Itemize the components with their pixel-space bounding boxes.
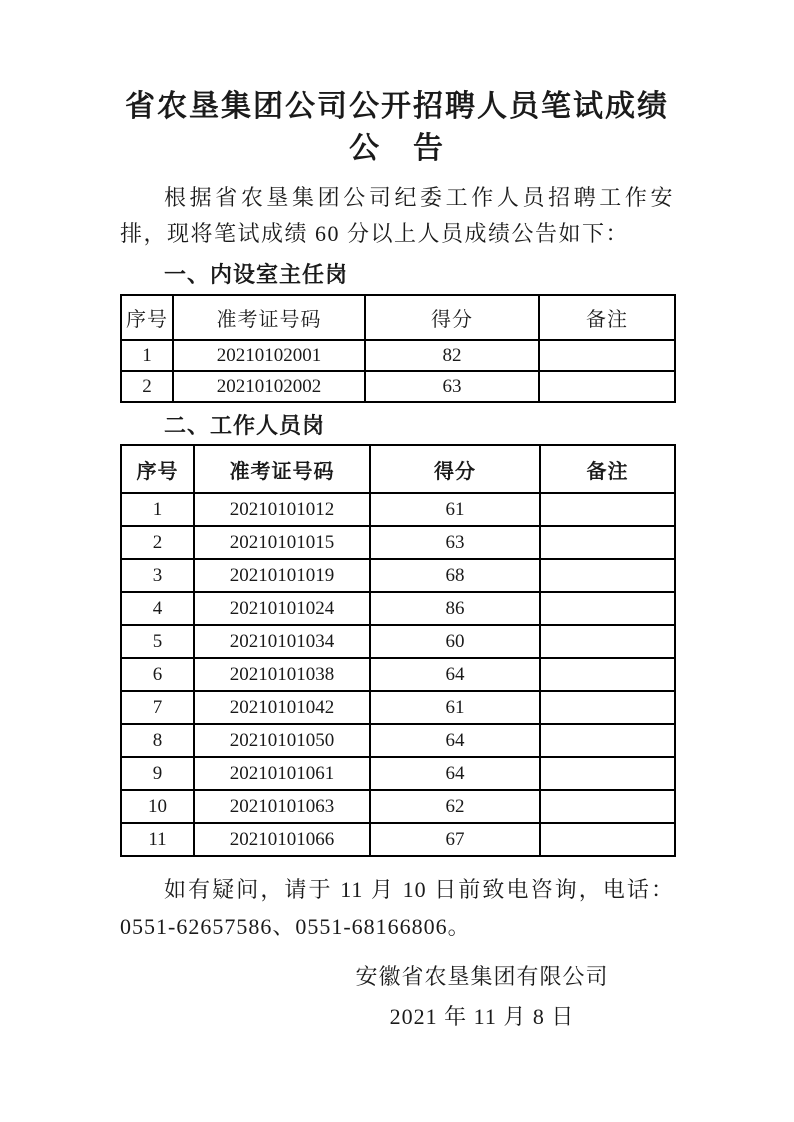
page-title: 省农垦集团公司公开招聘人员笔试成绩 xyxy=(125,90,669,123)
column-header: 序号 xyxy=(121,295,173,340)
table-row xyxy=(121,658,675,691)
table-cell: 3 xyxy=(121,559,194,592)
table-1-body xyxy=(121,340,675,402)
table-cell: 20210101061 xyxy=(194,757,370,790)
table-cell: 20210101038 xyxy=(194,658,370,691)
table-cell: 2 xyxy=(121,371,173,402)
section-heading-2: 二、工作人员岗 xyxy=(164,413,326,438)
table-cell: 20210101019 xyxy=(194,559,370,592)
table-cell xyxy=(539,340,675,371)
table-cell: 1 xyxy=(121,493,194,526)
table-cell: 20210101015 xyxy=(194,526,370,559)
table-cell: 7 xyxy=(121,691,194,724)
column-header: 备注 xyxy=(540,445,675,493)
table-row xyxy=(121,625,675,658)
table-staff-post xyxy=(120,444,676,857)
table-cell: 6 xyxy=(121,658,194,691)
table-header-row xyxy=(121,445,675,493)
table-cell: 20210101050 xyxy=(194,724,370,757)
table-cell xyxy=(540,691,675,724)
signature-date: 2021 年 11 月 8 日 xyxy=(389,1004,575,1029)
table-cell xyxy=(540,757,675,790)
signature-block xyxy=(290,957,674,1037)
table-cell: 61 xyxy=(370,493,540,526)
table-cell: 8 xyxy=(121,724,194,757)
table-cell: 64 xyxy=(370,658,540,691)
contact-line-2: 0551-62657586、0551-68166806。 xyxy=(120,914,471,939)
table-cell: 64 xyxy=(370,724,540,757)
table-cell xyxy=(540,493,675,526)
table-cell: 20210101024 xyxy=(194,592,370,625)
table-row xyxy=(121,724,675,757)
table-cell: 20210101042 xyxy=(194,691,370,724)
table-row xyxy=(121,592,675,625)
table-cell xyxy=(540,526,675,559)
table-cell: 20210101063 xyxy=(194,790,370,823)
table-cell xyxy=(539,371,675,402)
table-row xyxy=(121,823,675,856)
table-cell xyxy=(540,559,675,592)
table-2-head xyxy=(121,445,675,493)
table-row xyxy=(121,371,675,402)
table-cell xyxy=(540,724,675,757)
table-cell: 11 xyxy=(121,823,194,856)
table-cell: 5 xyxy=(121,625,194,658)
column-header: 得分 xyxy=(370,445,540,493)
table-row xyxy=(121,559,675,592)
intro-line-2: 排，现将笔试成绩 60 分以上人员成绩公告如下： xyxy=(120,221,630,246)
table-cell xyxy=(540,823,675,856)
column-header: 准考证号码 xyxy=(173,295,365,340)
table-cell: 2 xyxy=(121,526,194,559)
table-cell: 1 xyxy=(121,340,173,371)
table-cell xyxy=(540,658,675,691)
table-director-post xyxy=(120,294,676,403)
column-header: 序号 xyxy=(121,445,194,493)
page-title-line2: 公 告 xyxy=(349,132,445,165)
table-cell: 63 xyxy=(370,526,540,559)
table-cell: 20210102002 xyxy=(173,371,365,402)
table-cell: 9 xyxy=(121,757,194,790)
table-cell xyxy=(540,592,675,625)
table-cell: 20210101066 xyxy=(194,823,370,856)
section-heading-1: 一、内设室主任岗 xyxy=(164,262,349,287)
intro-paragraph xyxy=(120,180,674,252)
table-cell: 67 xyxy=(370,823,540,856)
table-cell: 82 xyxy=(365,340,539,371)
table-cell: 62 xyxy=(370,790,540,823)
table-cell: 10 xyxy=(121,790,194,823)
table-cell: 20210101012 xyxy=(194,493,370,526)
table-cell: 86 xyxy=(370,592,540,625)
table-row xyxy=(121,790,675,823)
intro-line-1: 根据省农垦集团公司纪委工作人员招聘工作安 xyxy=(164,185,674,210)
contact-paragraph xyxy=(120,871,674,945)
column-header: 准考证号码 xyxy=(194,445,370,493)
contact-line-1: 如有疑问，请于 11 月 10 日前致电咨询，电话： xyxy=(164,877,674,902)
column-header: 得分 xyxy=(365,295,539,340)
table-2-body xyxy=(121,493,675,856)
column-header: 备注 xyxy=(539,295,675,340)
table-row xyxy=(121,691,675,724)
table-cell: 61 xyxy=(370,691,540,724)
table-cell: 20210101034 xyxy=(194,625,370,658)
table-cell xyxy=(540,625,675,658)
table-1-head xyxy=(121,295,675,340)
table-row xyxy=(121,340,675,371)
signature-company: 安徽省农垦集团有限公司 xyxy=(355,964,609,989)
table-cell: 64 xyxy=(370,757,540,790)
table-cell: 68 xyxy=(370,559,540,592)
table-cell: 20210102001 xyxy=(173,340,365,371)
table-cell xyxy=(540,790,675,823)
table-cell: 63 xyxy=(365,371,539,402)
table-header-row xyxy=(121,295,675,340)
table-row xyxy=(121,526,675,559)
table-cell: 60 xyxy=(370,625,540,658)
table-row xyxy=(121,757,675,790)
table-row xyxy=(121,493,675,526)
table-cell: 4 xyxy=(121,592,194,625)
